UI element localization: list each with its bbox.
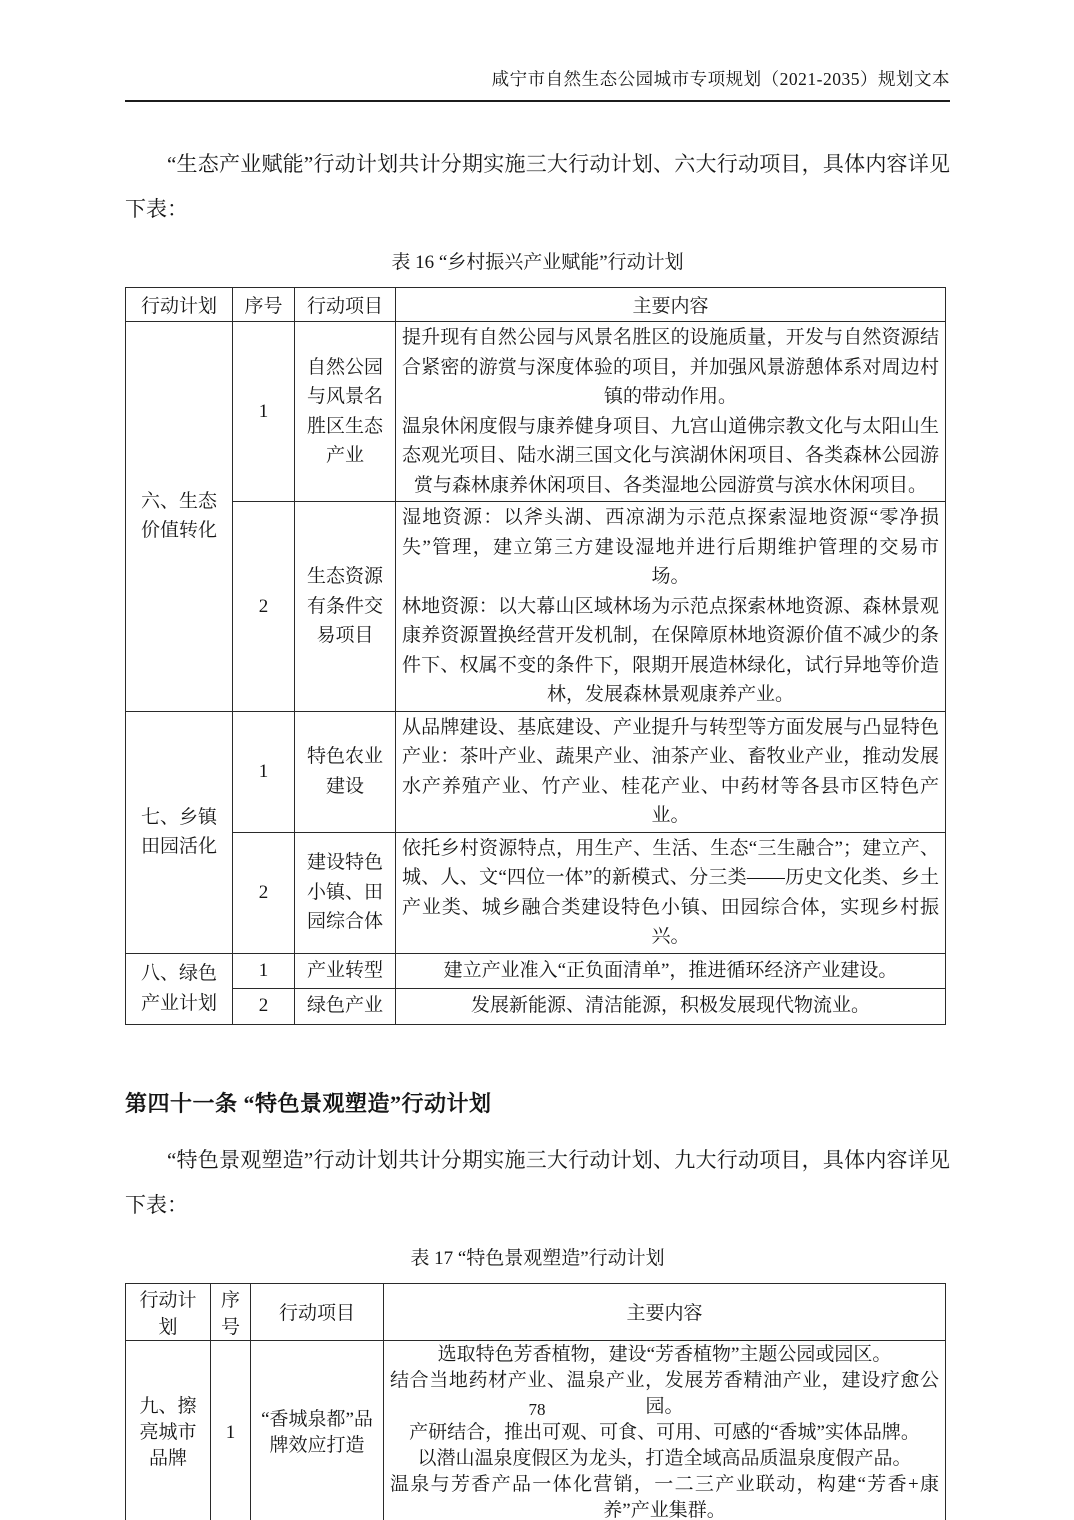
table-row [126,988,946,1024]
content-paragraph: 温泉休闲度假与康养健身项目、九宫山道佛宗教文化与太阳山生态观光项目、陆水湖三国文化与滨湖休闲项目、各类森林公园游赏与森林康养休闲项目、各类湿地公园游赏与滨水休闲项目。 [402,415,939,496]
content-paragraph: 结合当地药材产业、温泉产业，发展芳香精油产业，建设疗愈公园。 [390,1369,939,1417]
content-paragraph: 林地资源：以大幕山区域林场为示范点探索林地资源、森林景观康养资源置换经营开发机制，在保障原林地资源价值不减少的条件下、权属不变的条件下，限期开展造林绿化，试行异地等价造林，发展森林景观康养产业。 [402,595,939,705]
plan-cell-6: 六、生态价值转化 [126,322,233,712]
table-row [126,711,946,832]
no-cell: 1 [233,711,295,832]
content-paragraph: 以潜山温泉度假区为龙头，打造全域高品质温泉度假产品。 [417,1447,912,1469]
content-cell [396,322,946,502]
no-cell: 1 [233,953,295,988]
no-cell: 1 [233,322,295,502]
project-cell: 生态资源有条件交易项目 [295,502,396,712]
project-cell: 绿色产业 [295,988,396,1024]
col-header-main-content: 主要内容 [384,1283,946,1340]
content-cell [384,1340,946,1520]
table-16-header-row [126,288,946,322]
col-header-serial-no: 序号 [233,288,295,322]
content-paragraph: 建立产业准入“正负面清单”，推进循环经济产业建设。 [443,959,898,981]
content-cell [396,711,946,832]
no-cell: 1 [211,1340,251,1520]
project-cell: 产业转型 [295,953,396,988]
col-header-main-content: 主要内容 [396,288,946,322]
table-16-caption: 表 16 “乡村振兴产业赋能”行动计划 [391,252,684,273]
no-cell: 2 [233,988,295,1024]
content-paragraph: 选取特色芳香植物，建设“芳香植物”主题公园或园区。 [437,1343,892,1365]
content-paragraph: 温泉与芳香产品一体化营销，一二三产业联动，构建“芳香+康养”产业集群。 [390,1473,939,1520]
col-header-action-project: 行动项目 [295,288,396,322]
table-16 [125,287,946,1025]
col-header-action-project: 行动项目 [251,1283,384,1340]
article-41-heading: 第四十一条 “特色景观塑造”行动计划 [125,1090,492,1116]
project-cell: “香城泉都”品牌效应打造 [251,1340,384,1520]
project-cell: 建设特色小镇、田园综合体 [295,832,396,953]
intro-paragraph-1: “生态产业赋能”行动计划共计分期实施三大行动计划、六大行动项目，具体内容详见下表： [125,152,950,221]
page-number: 78 [528,1400,546,1419]
page-header-title: 咸宁市自然生态公园城市专项规划（2021-2035）规划文本 [125,66,950,102]
content-paragraph: 产研结合，推出可观、可食、可用、可感的“香城”实体品牌。 [409,1421,920,1443]
plan-cell-8: 八、绿色产业计划 [126,953,233,1024]
table-row [126,1340,946,1520]
col-header-action-plan: 行动计划 [126,1283,211,1340]
plan-cell-7: 七、乡镇田园活化 [126,711,233,953]
table-row [126,322,946,502]
content-paragraph: 从品牌建设、基底建设、产业提升与转型等方面发展与凸显特色产业：茶叶产业、蔬果产业、油茶产业、畜牧业产业，推动发展水产养殖产业、竹产业、桂花产业、中药材等各县市区特色产业。 [402,716,939,826]
table-row [126,502,946,712]
table-17-caption: 表 17 “特色景观塑造”行动计划 [410,1247,665,1269]
table-17-header-row [126,1283,946,1340]
table-row [126,953,946,988]
project-cell: 特色农业建设 [295,711,396,832]
content-cell [396,953,946,988]
col-header-serial-no: 序号 [211,1283,251,1340]
project-cell: 自然公园与风景名胜区生态产业 [295,322,396,502]
plan-cell-9: 九、擦亮城市品牌 [126,1340,211,1520]
content-cell [396,832,946,953]
table-row [126,832,946,953]
content-paragraph: 依托乡村资源特点，用生产、生活、生态“三生融合”；建立产、城、人、文“四位一体”的新模式、分三类——历史文化类、乡土产业类、城乡融合类建设特色小镇、田园综合体，实现乡村振兴。 [402,837,939,947]
col-header-action-plan: 行动计划 [126,288,233,322]
intro-paragraph-2: “特色景观塑造”行动计划共计分期实施三大行动计划、九大行动项目，具体内容详见下表： [125,1147,950,1217]
content-cell [396,988,946,1024]
content-cell [396,502,946,712]
content-paragraph: 发展新能源、清洁能源，积极发展现代物流业。 [470,995,870,1017]
content-paragraph: 提升现有自然公园与风景名胜区的设施质量，开发与自然资源结合紧密的游赏与深度体验的项目，并加强风景游憩体系对周边村镇的带动作用。 [402,327,939,407]
no-cell: 2 [233,502,295,712]
no-cell: 2 [233,832,295,953]
content-paragraph: 湿地资源：以斧头湖、西凉湖为示范点探索湿地资源“零净损失”管理，建立第三方建设湿地并进行后期维护管理的交易市场。 [402,507,939,587]
